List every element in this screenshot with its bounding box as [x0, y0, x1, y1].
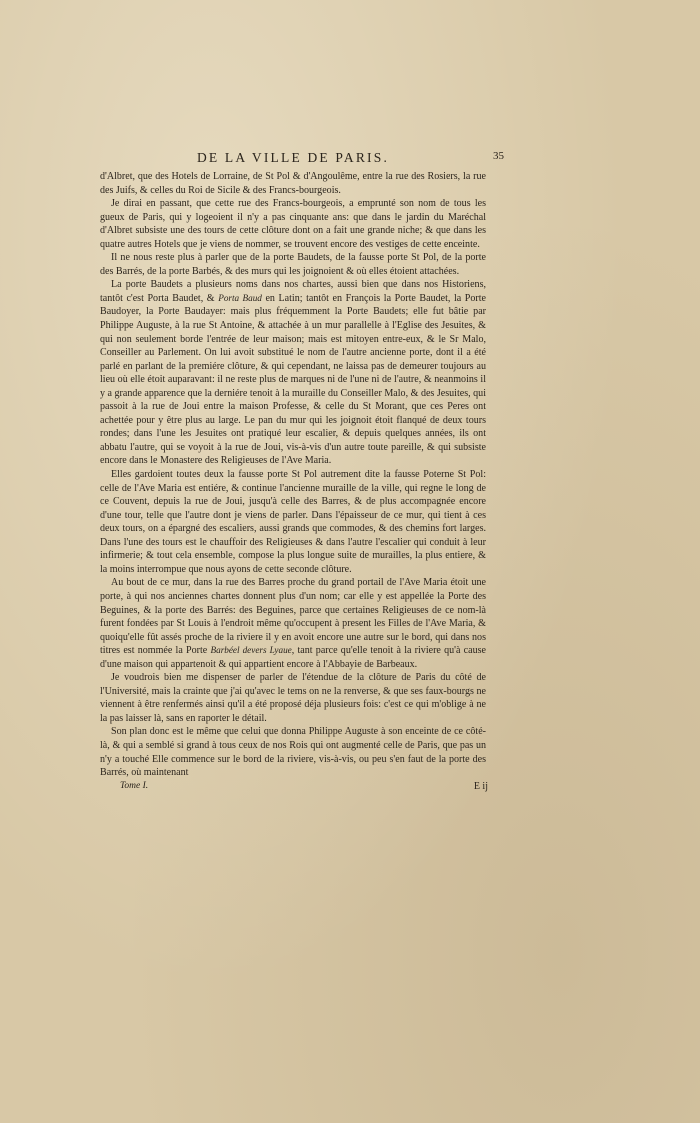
paragraph: [100, 671, 486, 725]
text-run: Je voudrois bien me dispenser de parler de l'étendue de la clôture de Paris du côté de l'Université, mais la crainte que j'ai qu'avec le tems on ne la renverse, & que ses faux-bourgs ne viennent à être renfermés ainsi qu'il a été proposé déja plusieurs fois: c'est ce qui m'oblige à ne la pas laisser là, sans en raporter le détail.: [100, 672, 486, 724]
text-run: Au bout de ce mur, dans la rue des Barres proche du grand portail de l'Ave Maria étoit une porte, à qui nos anciennes chartes donnent plus d'un nom; car elle y est appellée la Porte des Beguines, & la porte des Barrés: des Beguines, parce que certaines Religieuses de ce nom-là furent fondées par St Louis à l'endroit même qu'occupent à present les Filles de l'Ave Maria, & quoiqu'elle fût assés proche de la riviere il y en avoit encore une autre sur le bord, qui dans nos titres est nommée la Porte: [100, 577, 486, 657]
italic-phrase: Porta Baud: [218, 292, 262, 303]
paragraph: [100, 278, 486, 468]
running-head: [100, 150, 504, 170]
paragraph: [100, 725, 486, 779]
text-run: Elles gardoient toutes deux la fausse porte St Pol autrement dite la fausse Poterne St Pol: celle de l'Ave Maria est entiére, & continue l'ancienne muraille de la ville, qui regne le long de ce Couvent, depuis la rue de Joui, jusqu'à celle des Barres, & de plus accompagnée encore d'une tour, telle que l'autre dont je viens de parler. Dans l'épaisseur de ce mur, qui tient à ces deux tours, on a épargné des escaliers, aussi grands que commodes, & des chemins fort larges. Dans l'une des tours est le chauffoir des Religieuses & dans l'autre l'escalier qui conduit à leur infirmerie; & tout cela ensemble, compose la plus longue suite de murailles, la plus entiere, & la moins interrompue que nous ayons de cette seconde clôture.: [100, 469, 486, 575]
text-run: Son plan donc est le même que celui que donna Philippe Auguste à son enceinte de ce côté-là, & qui a semblé si grand à tous ceux de nos Rois qui ont augmenté celle de Paris, que pas un n'y a touché Elle commence sur le bord de la riviere, vis-à-vis, ou peu s'en faut de la porte des Barrés, où maintenant: [100, 726, 486, 779]
text-run: , tant parce qu'elle tenoit à la riviere qu'à cause d'une maison qui appartenoit & qui appartient encore à l'Abbayie de Barbeaux.: [100, 645, 486, 670]
paragraph: [100, 251, 486, 278]
paragraph: [100, 170, 486, 197]
text-run: Je dirai en passant, que cette rue des Francs-bourgeois, a emprunté son nom de tous les gueux de Paris, qui y logeoient il n'y a pas cinquante ans: que dans le jardin du Maréchal d'Albret subsiste une des tours de cette clôture dont on a fait une grande niche; & que dans les quatre autres Hotels que je viens de nommer, se trouvent encore des vestiges de cette enceinte.: [100, 198, 486, 250]
text-run: d'Albret, que des Hotels de Lorraine, de St Pol & d'Angoulême, entre la rue des Rosiers, la rue des Juifs, & celles du Roi de Sicile & des Francs-bourgeois.: [100, 171, 486, 196]
paragraph: [100, 197, 486, 251]
paragraph: [100, 576, 486, 671]
text-run: La porte Baudets a plusieurs noms dans nos chartes, aussi bien que dans nos Historiens, tantôt c'est Porta Baudet, &: [100, 279, 486, 304]
text-run: en Latin; tantôt en François la Porte Baudet, la Porte Baudoyer, la Porte Baudayer: mais plus fréquemment la Porte Baudets; elle fut bâtie par Philippe Auguste, à la rue St Antoine, & attachée à un mur parallelle à l'Eglise des Jesuites, & qui non seulement borde l'entrée de leur maison; mais est mitoyen entre-eux, & le Sr Malo, Conseiller au Parlement. On lui avoit substitué le nom de l'autre ancienne porte, dont il a été parlé en parlant de la premiére clôture, & qui cependant, ne laissa pas de demeurer toujours au lieu où elle étoit auparavant: il ne reste plus de marques ni de l'une ni de l'autre, & neanmoins il y a grande apparence que la derniére tenoit à la muraille du Conseiller Malo, & des Jesuites, qui passoit à la rue de Joui entre la maison Professe, & celle du St Morant, que ces Peres ont achettée pour y être plus au large. Le pan du mur qui les joignoit étoit flanqué de deux tours rondes; dans l'une les Jesuites ont pratiqué leur escalier, & depuis quelques années, ils ont abbatu l'autre, qui se voyoit à la rue de Joui, vis-à-vis d'un autre toute pareille, & qui subsiste encore dans le Monastere des Religieuses de l'Ave Maria.: [100, 292, 486, 467]
paragraph: [100, 468, 486, 576]
page-number: 35: [493, 150, 504, 162]
volume-label: Tome I.: [120, 780, 149, 791]
body-text: [100, 170, 486, 780]
book-page: [100, 150, 504, 795]
running-title: DE LA VILLE DE PARIS.: [196, 150, 390, 165]
page-footer: [100, 781, 486, 795]
text-run: Il ne nous reste plus à parler que de la porte Baudets, de la fausse porte St Pol, de la porte des Barrés, de la porte Barbés, & des murs qui les joignoient & où elles étoient attachées.: [100, 252, 486, 277]
italic-phrase: Barbéel devers Lyaue: [210, 645, 292, 656]
signature-mark: E ij: [473, 780, 488, 792]
